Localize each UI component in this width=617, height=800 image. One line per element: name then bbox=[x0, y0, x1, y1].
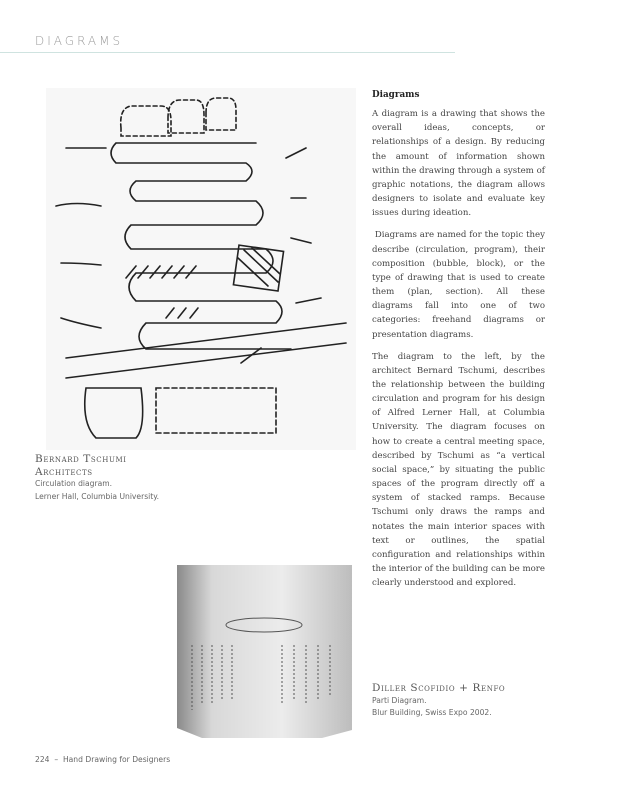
figure-caption-tschumi bbox=[35, 453, 159, 503]
caption-description: Blur Building, Swiss Expo 2002. bbox=[372, 708, 492, 717]
paragraph: A diagram is a drawing that shows the overall ideas, concepts, or relationships of a design. By reducing the amount of information shown within the drawing through a system of graphic notations, the diagram allows designers to isolate and evaluate key issues during ideation. bbox=[372, 109, 545, 219]
caption-credit: Architects bbox=[35, 465, 93, 478]
caption-description: Lerner Hall, Columbia University. bbox=[35, 491, 160, 501]
caption-description: Parti Diagram. bbox=[372, 695, 427, 705]
paragraph: The diagram to the left, by the architect Bernard Tschumi, describes the relationship between the building circulation and program for his design of Alfred Lerner Hall, at Columbia University. The diagram focuses on how to create a central meeting space, described by Tschumi as “a vertical social space,” by situating the public spaces of the program directly off a system of stacked ramps. Because Tschumi only draws the ramps and notates the main interior spaces with text or outlines, the spatial configuration and relationships within the interior of the building can be more clearly understood and explored. bbox=[372, 351, 545, 589]
caption-credit: Bernard Tschumi bbox=[35, 453, 127, 465]
caption-credit: Diller Scofidio + Renfo bbox=[372, 682, 506, 694]
running-header: DIAGRAMS bbox=[35, 34, 124, 48]
blur-building-parti-photo bbox=[172, 560, 356, 740]
caption-description: Circulation diagram. bbox=[35, 479, 113, 488]
circulation-diagram-sketch bbox=[46, 88, 356, 450]
article-body bbox=[372, 88, 545, 598]
paragraph: Diagrams are named for the topic they describe (circulation, program), their composition (bubble, block), or the type of drawing that is used to create them (plan, section). All these diagrams fall into one of two categories: freehand diagrams or presentation diagrams. bbox=[372, 230, 545, 340]
figure-caption-diller bbox=[372, 682, 505, 720]
header-rule bbox=[0, 52, 455, 53]
page-folio: 224 – Hand Drawing for Designers bbox=[35, 755, 171, 764]
section-heading: Diagrams bbox=[372, 90, 420, 100]
